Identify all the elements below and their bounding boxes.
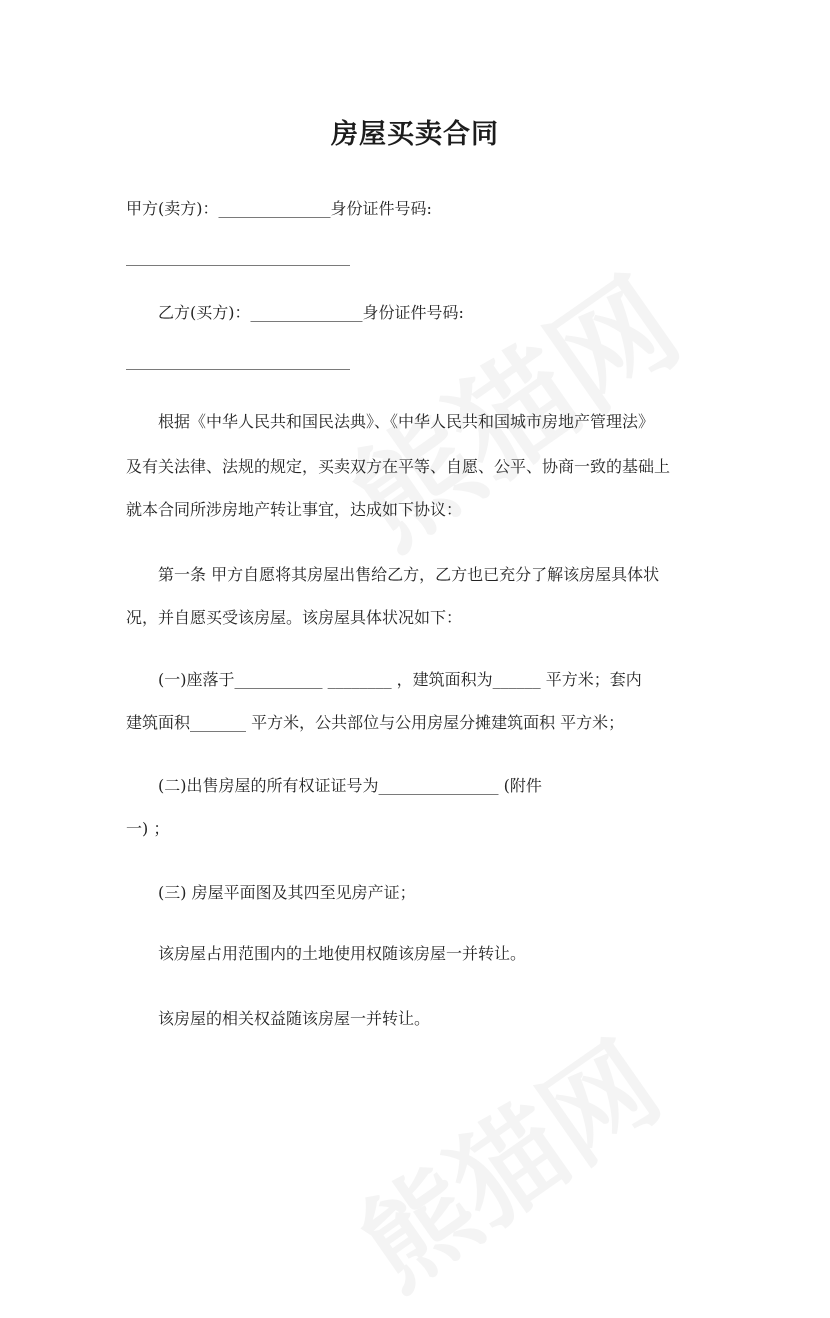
party-a-id-blank: ____________________________	[126, 247, 350, 266]
item-2-line-2: 一) ；	[126, 819, 170, 838]
item-3-line: (三) 房屋平面图及其四至见房产证；	[158, 883, 416, 902]
related-rights-line: 该房屋的相关权益随该房屋一并转让。	[158, 1009, 431, 1028]
watermark-upper	[313, 232, 707, 579]
article-1-line-2: 况，并自愿买受该房屋。该房屋具体状况如下：	[126, 608, 463, 627]
item-1-line-2: 建筑面积_______ 平方米，公共部位与公用房屋分摊建筑面积 平方米；	[126, 713, 625, 732]
article-1-line-1: 第一条 甲方自愿将其房屋出售给乙方，乙方也已充分了解该房屋具体状	[158, 565, 660, 584]
party-b-id-blank: ____________________________	[126, 351, 350, 370]
land-use-right-line: 该房屋占用范围内的土地使用权随该房屋一并转让。	[158, 944, 527, 963]
party-a-line: 甲方(卖方)：______________身份证件号码:	[126, 199, 432, 218]
item-1-line-1: (一)座落于___________ ________ ，建筑面积为______ 平方米；套内	[158, 670, 642, 689]
preamble-line-3: 就本合同所涉房地产转让事宜，达成如下协议：	[126, 500, 463, 519]
contract-title: 房屋买卖合同	[331, 119, 499, 150]
party-b-line: 乙方(买方)：______________身份证件号码:	[158, 303, 464, 322]
watermark-lower	[325, 1000, 686, 1318]
preamble-line-1: 根据《中华人民共和国民法典》、《中华人民共和国城市房地产管理法》	[158, 412, 655, 431]
preamble-line-2: 及有关法律、法规的规定，买卖双方在平等、自愿、公平、协商一致的基础上	[126, 457, 671, 476]
item-2-line-1: (二)出售房屋的所有权证证号为_______________ (附件	[158, 776, 542, 795]
